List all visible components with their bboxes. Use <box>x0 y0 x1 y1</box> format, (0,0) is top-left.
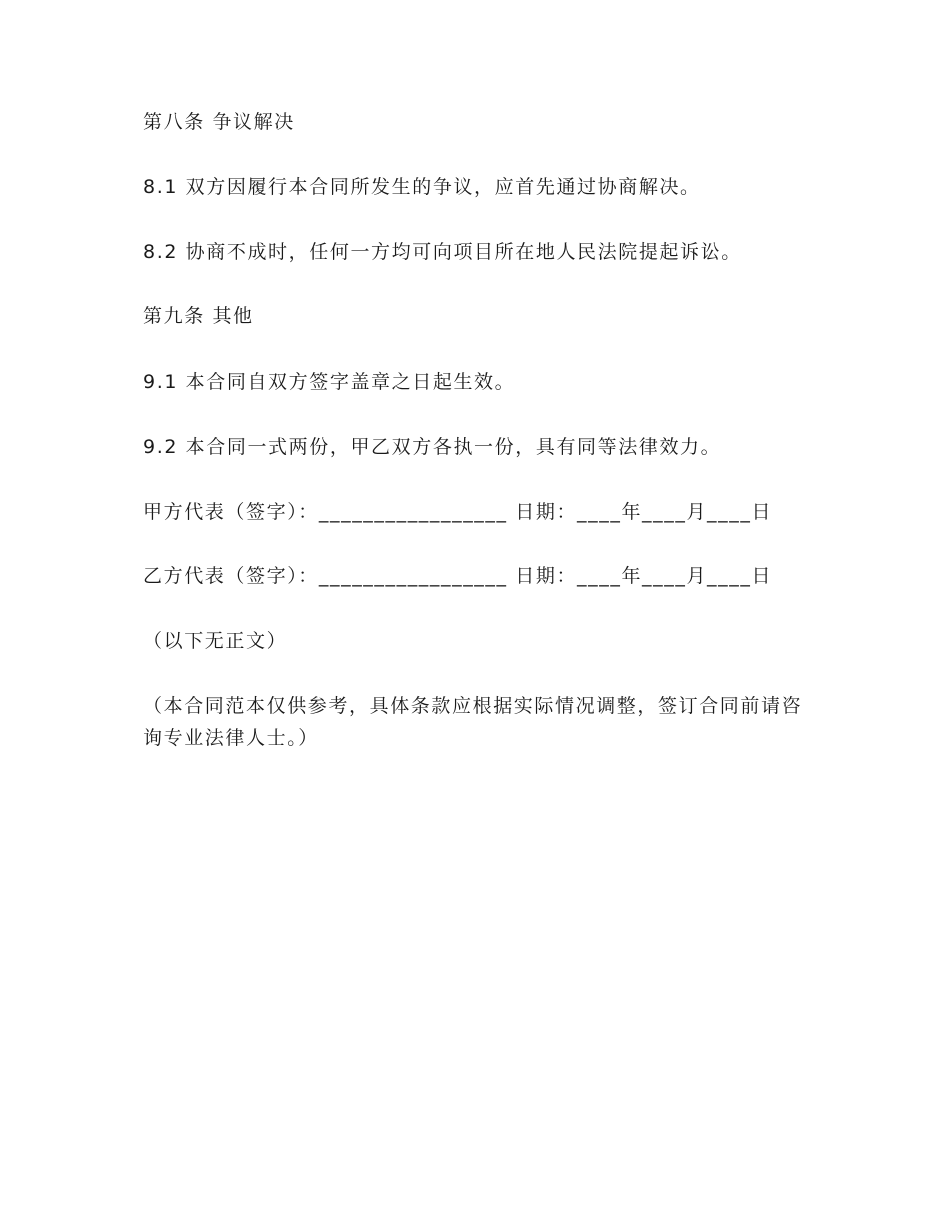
clause-9-1: 9.1 本合同自双方签字盖章之日起生效。 <box>143 371 516 393</box>
signature-line-party-b: 乙方代表（签字）：_________________ 日期：____年____月____日 <box>143 565 773 587</box>
article-9-heading: 第九条 其他 <box>143 305 254 327</box>
clause-8-1: 8.1 双方因履行本合同所发生的争议，应首先通过协商解决。 <box>143 176 701 198</box>
clause-9-2: 9.2 本合同一式两份，甲乙双方各执一份，具有同等法律效力。 <box>143 436 722 458</box>
clause-8-2: 8.2 协商不成时，任何一方均可向项目所在地人民法院提起诉讼。 <box>143 241 742 263</box>
signature-line-party-a: 甲方代表（签字）：_________________ 日期：____年____月____日 <box>143 501 773 523</box>
disclaimer-note: （本合同范本仅供参考，具体条款应根据实际情况调整，签订合同前请咨询专业法律人士。） <box>143 695 803 749</box>
end-of-text-note: （以下无正文） <box>143 630 288 652</box>
article-8-heading: 第八条 争议解决 <box>143 111 295 133</box>
